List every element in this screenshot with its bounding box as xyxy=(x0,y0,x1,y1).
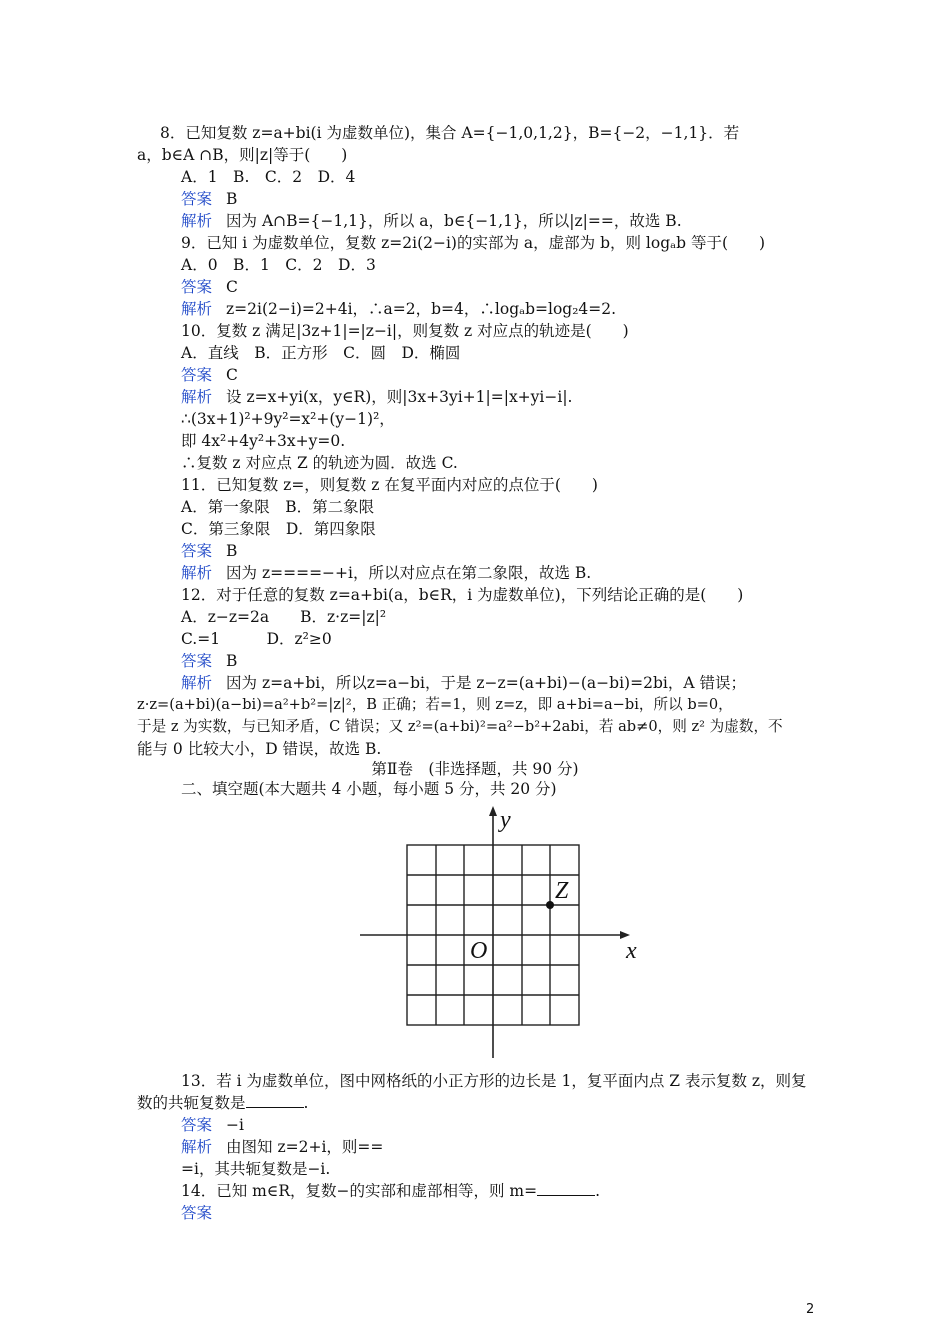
q14-stem: 14．已知 m∈R，复数−的实部和虚部相等，则 m= . xyxy=(181,1182,601,1200)
q8-stem-line2: a，b∈A ∩B，则|z|等于( ) xyxy=(137,146,348,164)
q13-stem-line2: 数的共轭复数是 . xyxy=(137,1094,309,1112)
section2-title: 二、填空题(本大题共 4 小题，每小题 5 分，共 20 分) xyxy=(181,780,557,798)
q9-answer: 答案 C xyxy=(181,278,238,296)
q13-answer: 答案 −i xyxy=(181,1116,244,1134)
q10-analysis-line3: 即 4x²+4y²+3x+y=0. xyxy=(181,432,346,450)
answer-label: 答案 xyxy=(181,190,213,208)
y-axis-arrow xyxy=(489,806,497,816)
y-axis-label: y xyxy=(500,807,511,833)
q12-analysis-line3: 于是 z 为实数，与已知矛盾，C 错误；又 z²=(a+bi)²=a²−b²+2abi，若 ab≠0，则 z² 为虚数，不 xyxy=(137,718,783,735)
answer-label: 答案 xyxy=(181,542,213,560)
analysis-label: 解析 xyxy=(181,212,213,230)
q11-options-line2: C．第三象限 D．第四象限 xyxy=(181,520,376,538)
analysis-label: 解析 xyxy=(181,674,213,692)
q8-answer: 答案 B xyxy=(181,190,238,208)
page-number: 2 xyxy=(806,1302,815,1317)
q13-analysis-line2: =i，其共轭复数是−i. xyxy=(181,1160,331,1178)
q9-options: A．0 B．1 C．2 D．3 xyxy=(181,256,376,274)
q11-options-line1: A．第一象限 B．第二象限 xyxy=(181,498,375,516)
q13-stem-line1: 13．若 i 为虚数单位，图中网格纸的小正方形的边长是 1，复平面内点 Z 表示复数 z，则复 xyxy=(181,1072,807,1090)
analysis-label: 解析 xyxy=(181,1138,213,1156)
q8-stem-line1: 8．已知复数 z=a+bi(i 为虚数单位)，集合 A={−1,0,1,2}，B={−2，−1,1}．若 xyxy=(160,124,740,142)
answer-label: 答案 xyxy=(181,278,213,296)
point-z-label: Z xyxy=(555,878,569,904)
answer-label: 答案 xyxy=(181,652,213,670)
q11-analysis: 解析 因为 z====−+i，所以对应点在第二象限，故选 B. xyxy=(181,564,592,582)
q12-analysis-line4: 能与 0 比较大小，D 错误，故选 B. xyxy=(137,740,382,758)
answer-blank[interactable] xyxy=(537,1181,595,1196)
q10-answer: 答案 C xyxy=(181,366,238,384)
analysis-label: 解析 xyxy=(181,388,213,406)
q9-stem: 9．已知 i 为虚数单位，复数 z=2i(2−i)的实部为 a，虚部为 b，则 logₐb 等于( ) xyxy=(181,234,766,252)
q10-analysis-line4: ∴复数 z 对应点 Z 的轨迹为圆．故选 C. xyxy=(181,454,458,472)
q12-answer: 答案 B xyxy=(181,652,238,670)
q14-answer xyxy=(181,1202,861,1224)
answer-blank[interactable] xyxy=(246,1093,304,1108)
q8-options: A．1 B. C．2 D．4 xyxy=(181,168,356,186)
q12-analysis-line2: z·z=(a+bi)(a−bi)=a²+b²=|z|²，B 正确；若=1，则 z=z，即 a+bi=a−bi，所以 b=0， xyxy=(137,696,733,713)
q11-stem: 11．已知复数 z=，则复数 z 在复平面内对应的点位于( ) xyxy=(181,476,598,494)
point-z xyxy=(546,901,554,909)
q13-analysis: 解析 由图知 z=2+i，则== xyxy=(181,1138,384,1156)
complex-plane-figure xyxy=(340,800,655,1058)
origin-label: O xyxy=(470,938,488,964)
q10-options: A．直线 B．正方形 C．圆 D．椭圆 xyxy=(181,344,461,362)
q10-analysis-line2: ∴(3x+1)²+9y²=x²+(y−1)²， xyxy=(181,410,395,428)
q10-analysis: 解析 设 z=x+yi(x，y∈R)，则|3x+3yi+1|=|x+yi−i|. xyxy=(181,388,573,406)
answer-label: 答案 xyxy=(181,1116,213,1134)
analysis-label: 解析 xyxy=(181,564,213,582)
q10-stem: 10．复数 z 满足|3z+1|=|z−i|，则复数 z 对应点的轨迹是( ) xyxy=(181,322,629,340)
q9-analysis: 解析 z=2i(2−i)=2+4i，∴a=2，b=4，∴logₐb=log₂4=2. xyxy=(181,300,617,318)
q12-stem: 12．对于任意的复数 z=a+bi(a，b∈R，i 为虚数单位)，下列结论正确的是( ) xyxy=(181,586,744,604)
q11-answer: 答案 B xyxy=(181,542,238,560)
q12-options-line2: C.=1 D．z²≥0 xyxy=(181,630,332,648)
answer-label: 答案 xyxy=(181,1204,213,1222)
q12-analysis: 解析 因为 z=a+bi，所以z=a−bi，于是 z−z=(a+bi)−(a−bi)=2bi，A 错误； xyxy=(181,674,746,692)
answer-label: 答案 xyxy=(181,366,213,384)
part2-title: 第Ⅱ卷 (非选择题，共 90 分) xyxy=(371,760,579,778)
q8-analysis: 解析 因为 A∩B={−1,1}，所以 a，b∈{−1,1}，所以|z|==，故选 B. xyxy=(181,212,682,230)
x-axis-label: x xyxy=(626,938,637,964)
q12-options-line1: A．z−z=2a B．z·z=|z|² xyxy=(181,608,387,626)
analysis-label: 解析 xyxy=(181,300,213,318)
